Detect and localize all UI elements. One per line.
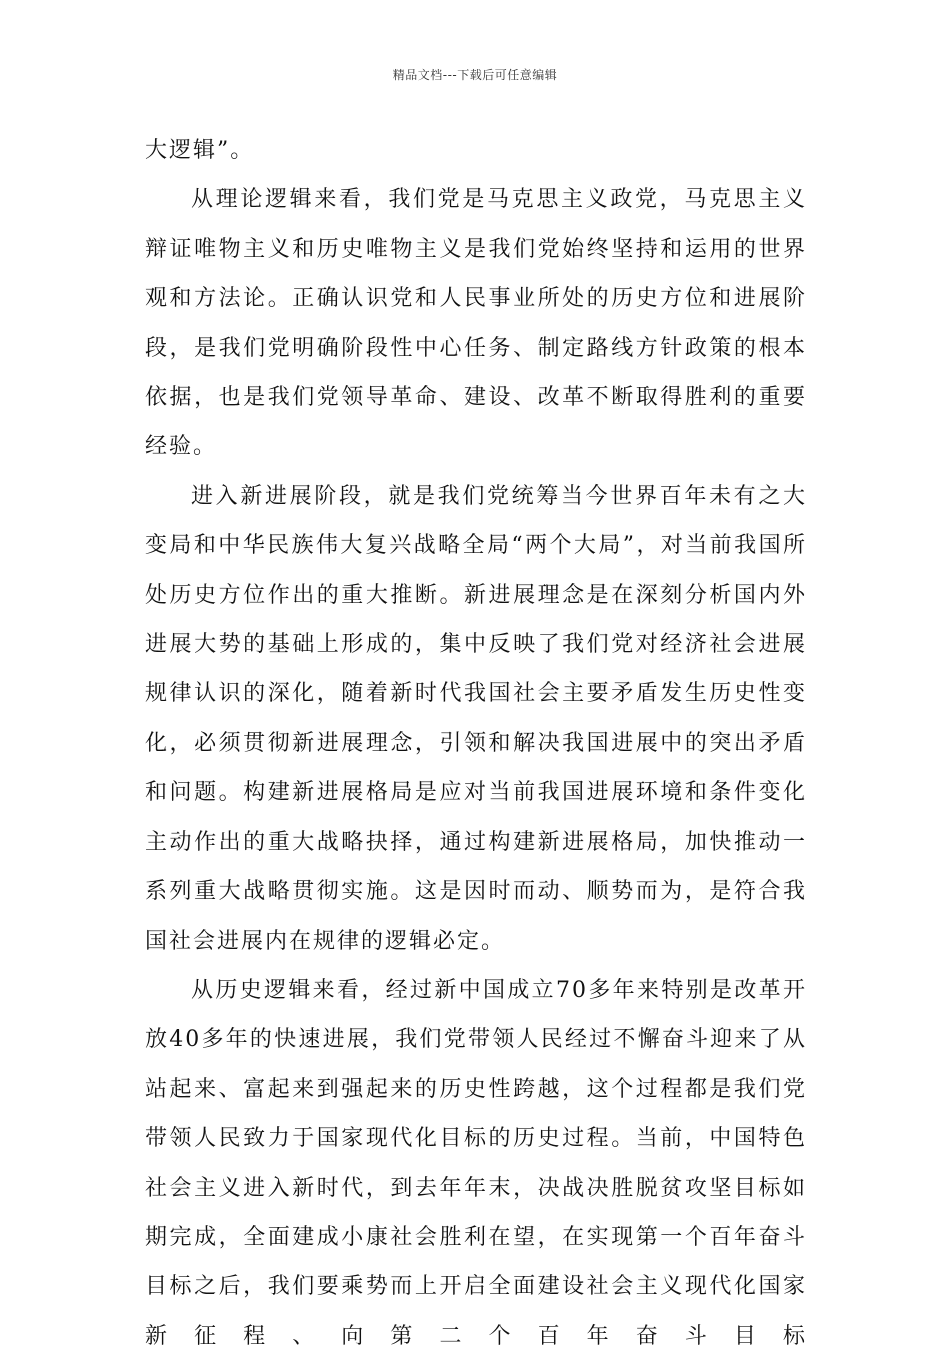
paragraph-historical-logic: 从历史逻辑来看，经过新中国成立70多年来特别是改革开放40多年的快速进展，我们党带领人民经过不懈奋斗迎来了从站起来、富起来到强起来的历史性跨越，这个过程都是我们党带领人民致力于国家现代化目标的历史过程。当前，中国特色社会主义进入新时代，到去年年末，决战决胜脱贫攻坚目标如期完成，全面建成小康社会胜利在望，在实现第一个百年奋斗目标之后，我们要乘势而上开启全面建设社会主义现代化国家新征程、向第二个百年奋斗目标 — [145, 977, 807, 1349]
document-body — [145, 126, 807, 1361]
page-header: 精品文档---下载后可任意编辑 — [392, 68, 558, 82]
paragraph-theoretical-logic: 从理论逻辑来看，我们党是马克思主义政党，马克思主义辩证唯物主义和历史唯物主义是我们党始终坚持和运用的世界观和方法论。正确认识党和人民事业所处的历史方位和进展阶段，是我们党明确阶段性中心任务、制定路线方针政策的根本依据，也是我们党领导革命、建设、改革不断取得胜利的重要经验。 — [145, 187, 807, 460]
paragraph-continuation: 大逻辑”。 — [145, 138, 255, 163]
paragraph-new-development-stage: 进入新进展阶段，就是我们党统筹当今世界百年未有之大变局和中华民族伟大复兴战略全局“两个大局”，对当前我国所处历史方位作出的重大推断。新进展理念是在深刻分析国内外进展大势的基础上形成的，集中反映了我们党对经济社会进展规律认识的深化，随着新时代我国社会主要矛盾发生历史性变化，必须贯彻新进展理念，引领和解决我国进展中的突出矛盾和问题。构建新进展格局是应对当前我国进展环境和条件变化主动作出的重大战略抉择，通过构建新进展格局，加快推动一系列重大战略贯彻实施。这是因时而动、顺势而为，是符合我国社会进展内在规律的逻辑必定。 — [145, 483, 807, 954]
